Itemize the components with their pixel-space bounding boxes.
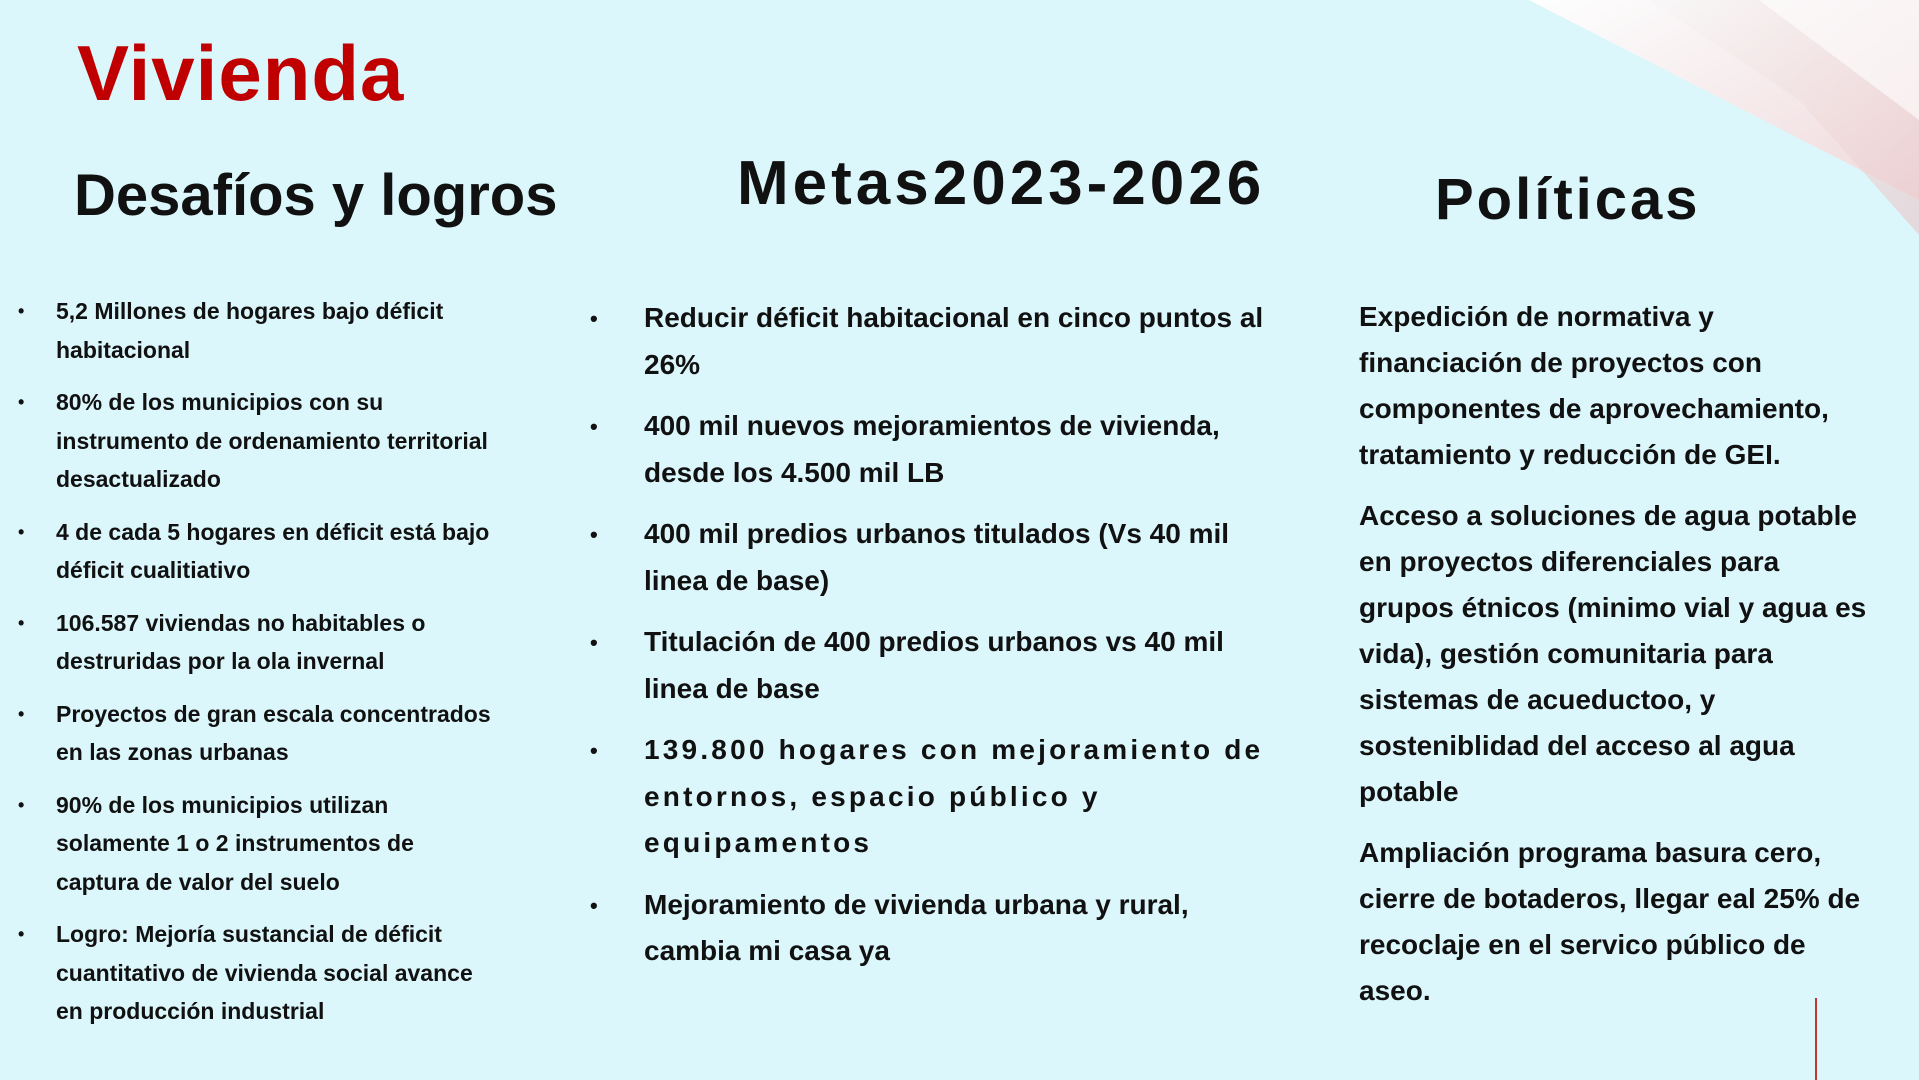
list-item bbox=[590, 511, 1270, 604]
bullet-icon: • bbox=[590, 738, 601, 763]
goals-column bbox=[590, 295, 1270, 990]
list-item bbox=[18, 383, 498, 499]
bullet-icon: • bbox=[590, 414, 598, 439]
list-item bbox=[18, 695, 498, 772]
list-item-text: Reducir déficit habitacional en cinco puntos al 26% bbox=[644, 302, 1264, 380]
bullet-icon: • bbox=[18, 703, 25, 724]
list-item-text: Proyectos de gran escala concentrados en las zonas urbanas bbox=[56, 700, 491, 765]
bullet-icon: • bbox=[590, 892, 598, 918]
list-item bbox=[18, 292, 498, 369]
list-item bbox=[18, 915, 498, 1031]
goals-list bbox=[590, 295, 1270, 975]
bullet-icon: • bbox=[18, 612, 25, 633]
policy-paragraph: Acceso a soluciones de agua potable en proyectos diferenciales para grupos étnicos (minimo vial y agua es vida), gestión comunitaria para sistemas de acueductoo, y sosteniblidad del acceso al agua potable bbox=[1359, 500, 1867, 807]
bullet-icon: • bbox=[590, 522, 598, 547]
challenges-list bbox=[18, 292, 498, 1031]
bullet-icon: • bbox=[590, 630, 598, 655]
bullet-icon: • bbox=[18, 392, 25, 412]
list-item bbox=[18, 786, 498, 902]
goals-heading: Metas2023-2026 bbox=[737, 149, 1266, 218]
list-item bbox=[590, 619, 1270, 712]
bullet-icon: • bbox=[18, 521, 25, 542]
list-item-text: 139.800 hogares con mejoramiento de entornos, espacio público y equipamentos bbox=[644, 734, 1264, 858]
list-item-text: 90% de los municipios utilizan solamente 1 o 2 instrumentos de captura de valor del suelo bbox=[56, 791, 414, 895]
bullet-icon: • bbox=[18, 794, 25, 815]
list-item-text: 5,2 Millones de hogares bajo déficit habitacional bbox=[56, 298, 444, 363]
bullet-icon: • bbox=[590, 306, 598, 331]
list-item-text: Titulación de 400 predios urbanos vs 40 mil linea de base bbox=[644, 626, 1224, 704]
policy-paragraph: Expedición de normativa y financiación de proyectos con componentes de aprovechamiento, tratamiento y reducción de GEI. bbox=[1359, 301, 1829, 470]
policy-paragraph: Ampliación programa basura cero, cierre de botaderos, llegar eal 25% de recoclaje en el servico público de aseo. bbox=[1359, 837, 1861, 1006]
challenges-heading: Desafíos y logros bbox=[74, 163, 558, 228]
policies-heading: Políticas bbox=[1435, 167, 1701, 232]
list-item bbox=[590, 882, 1270, 975]
list-item-text: 4 de cada 5 hogares en déficit está bajo déficit cualitiativo bbox=[56, 518, 490, 583]
challenges-column bbox=[18, 292, 498, 1045]
list-item-text: 106.587 viviendas no habitables o destruridas por la ola invernal bbox=[56, 609, 426, 674]
list-item bbox=[18, 513, 498, 590]
bullet-icon: • bbox=[18, 924, 25, 944]
slide-title: Vivienda bbox=[77, 29, 405, 117]
list-item bbox=[18, 604, 498, 681]
list-item bbox=[590, 727, 1270, 867]
list-item-text: 400 mil predios urbanos titulados (Vs 40 mil linea de base) bbox=[644, 518, 1230, 596]
list-item bbox=[590, 295, 1270, 388]
list-item-text: Logro: Mejoría sustancial de déficit cuantitativo de vivienda social avance en producción industrial bbox=[56, 921, 473, 1024]
list-item-text: 400 mil nuevos mejoramientos de vivienda, desde los 4.500 mil LB bbox=[644, 410, 1220, 488]
policies-column bbox=[1359, 294, 1879, 1029]
list-item-text: 80% de los municipios con su instrumento de ordenamiento territorial desactualizado bbox=[56, 389, 488, 492]
list-item-text: Mejoramiento de vivienda urbana y rural, cambia mi casa ya bbox=[644, 888, 1189, 966]
bullet-icon: • bbox=[18, 301, 25, 321]
list-item bbox=[590, 403, 1270, 496]
